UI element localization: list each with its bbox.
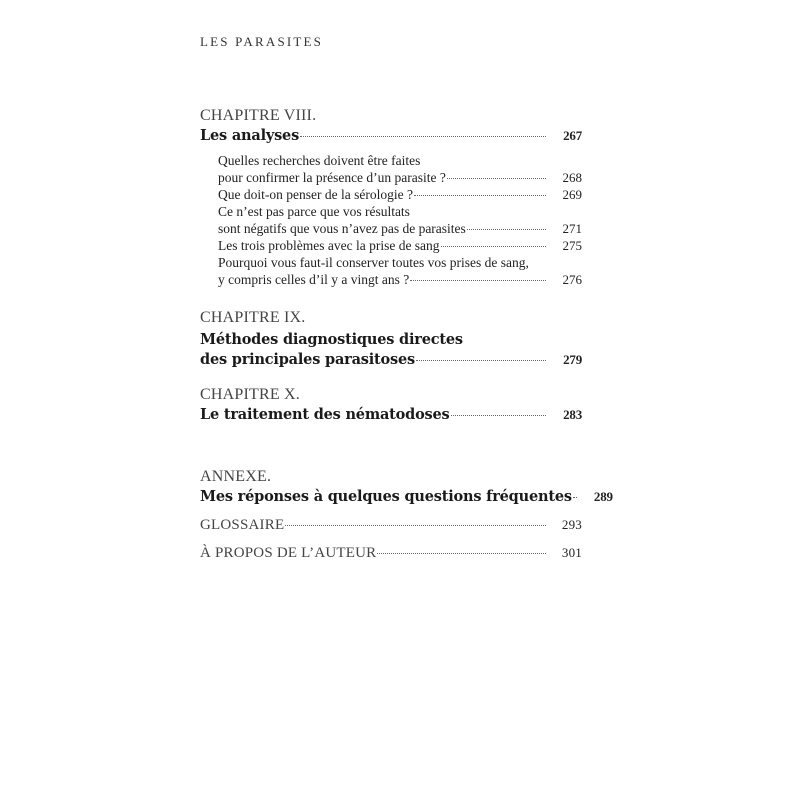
toc-entry[interactable] <box>218 169 582 186</box>
toc-entry[interactable] <box>218 220 582 237</box>
toc-entry[interactable] <box>218 271 582 288</box>
chapter-8-title: Les analyses <box>200 127 300 144</box>
dot-leader <box>300 136 546 137</box>
glossaire-entry[interactable] <box>200 515 582 535</box>
toc-entry-page: 268 <box>562 170 582 185</box>
dot-leader <box>414 195 546 196</box>
toc-entry-text: Ce n’est pas parce que vos résultats <box>218 204 410 219</box>
glossaire-page: 293 <box>561 517 582 532</box>
table-of-contents <box>200 106 613 563</box>
dot-leader <box>467 229 546 230</box>
dot-leader <box>377 553 546 554</box>
chapter-9-title-line2: des principales parasitoses <box>200 351 415 368</box>
toc-entry-page: 271 <box>562 221 582 236</box>
dot-leader <box>451 415 546 416</box>
apropos-page: 301 <box>561 545 582 560</box>
apropos-title: À PROPOS DE L’AUTEUR <box>200 545 377 561</box>
chapter-9-page: 279 <box>563 352 582 367</box>
chapter-9-title-line1: Méthodes diagnostiques directes <box>200 331 463 348</box>
chapter-10-label: CHAPITRE X. <box>200 386 300 403</box>
dot-leader <box>573 497 577 498</box>
dot-leader <box>416 360 546 361</box>
chapter-10-page: 283 <box>563 407 582 422</box>
toc-entry-text: Pourquoi vous faut-il conserver toutes vos prises de sang, <box>218 255 529 270</box>
chapter-9-title-entry[interactable] <box>200 350 582 370</box>
chapter-10-title-entry[interactable] <box>200 405 582 425</box>
toc-entry-page: 275 <box>562 238 582 253</box>
toc-entry-text: y compris celles d’il y a vingt ans ? <box>218 272 410 287</box>
annexe-page: 289 <box>593 489 613 504</box>
chapter-8-title-entry[interactable] <box>200 126 582 146</box>
toc-entry[interactable] <box>218 237 582 254</box>
toc-entry-page: 269 <box>562 187 582 202</box>
chapter-8-label: CHAPITRE VIII. <box>200 107 317 124</box>
chapter-8-page: 267 <box>563 128 582 143</box>
annexe-title-entry[interactable] <box>200 487 613 507</box>
chapter-9-label: CHAPITRE IX. <box>200 309 306 326</box>
dot-leader <box>410 280 546 281</box>
dot-leader <box>447 178 546 179</box>
toc-entry-text: pour confirmer la présence d’un parasite ? <box>218 170 446 185</box>
toc-entry-text: sont négatifs que vous n’avez pas de parasites <box>218 221 466 236</box>
annexe-label: ANNEXE. <box>200 468 272 485</box>
dot-leader <box>285 525 546 526</box>
toc-entry-text: Que doit-on penser de la sérologie ? <box>218 187 413 202</box>
dot-leader <box>441 246 546 247</box>
glossaire-title: GLOSSAIRE <box>200 517 285 533</box>
toc-entry[interactable] <box>218 186 582 203</box>
toc-entry-text: Les trois problèmes avec la prise de sang <box>218 238 440 253</box>
running-head: LES PARASITES <box>200 34 324 49</box>
chapter-10-title: Le traitement des nématodoses <box>200 406 450 423</box>
annexe-title: Mes réponses à quelques questions fréquentes <box>200 488 572 505</box>
toc-entry-text: Quelles recherches doivent être faites <box>218 153 421 168</box>
toc-entry-page: 276 <box>562 272 582 287</box>
apropos-entry[interactable] <box>200 543 582 563</box>
